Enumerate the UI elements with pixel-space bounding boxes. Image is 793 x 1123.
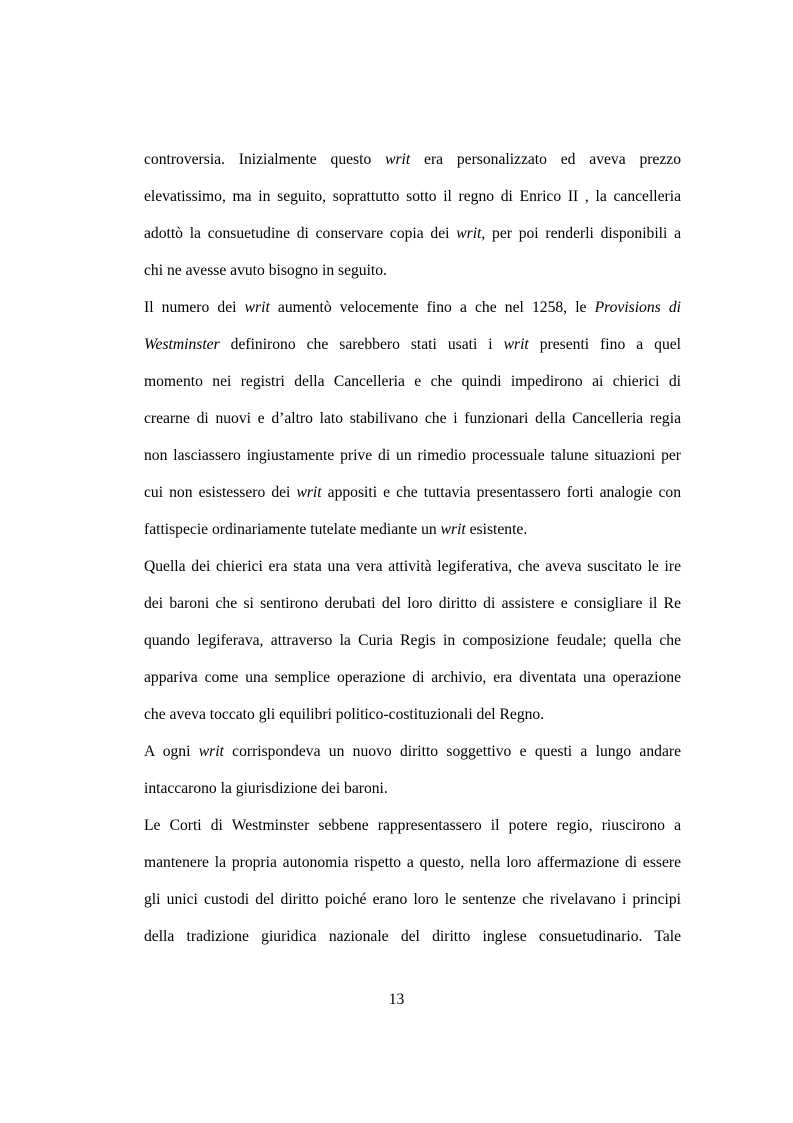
text-run: aumentò velocemente fino a che nel 1258, le bbox=[269, 299, 595, 316]
text-line bbox=[144, 187, 681, 207]
text-run: gli unici custodi del diritto poiché erano loro le sentenze che rivelavano i principi bbox=[144, 891, 681, 908]
text-line bbox=[144, 927, 681, 947]
italic-term: writ bbox=[296, 484, 322, 501]
text-line bbox=[144, 261, 681, 281]
italic-term: Provisions di bbox=[594, 299, 681, 316]
text-line bbox=[144, 224, 681, 244]
text-line bbox=[144, 742, 681, 762]
text-run: Il numero dei bbox=[144, 299, 245, 316]
text-run: della tradizione giuridica nazionale del diritto inglese consuetudinario. Tale bbox=[144, 928, 681, 945]
text-line bbox=[144, 446, 681, 466]
text-run: fattispecie ordinariamente tutelate mediante un bbox=[144, 521, 441, 538]
text-run: appariva come una semplice operazione di archivio, era diventata una operazione bbox=[144, 669, 681, 686]
text-line bbox=[144, 298, 681, 318]
text-run: esistente. bbox=[465, 521, 528, 538]
text-run: chi ne avesse avuto bisogno in seguito. bbox=[144, 262, 387, 279]
text-run: corrispondeva un nuovo diritto soggettivo e questi a lungo andare bbox=[223, 743, 681, 760]
text-run: elevatissimo, ma in seguito, soprattutto sotto il regno di Enrico II , la cancelleria bbox=[144, 188, 681, 205]
italic-term: writ bbox=[440, 521, 466, 538]
text-run: momento nei registri della Cancelleria e che quindi impedirono ai chierici di bbox=[144, 373, 681, 390]
text-run: Le Corti di Westminster sebbene rappresentassero il potere regio, riuscirono a bbox=[144, 817, 681, 834]
text-line bbox=[144, 631, 681, 651]
text-line bbox=[144, 890, 681, 910]
text-run: intaccarono la giurisdizione dei baroni. bbox=[144, 780, 388, 797]
italic-term: writ bbox=[198, 743, 224, 760]
text-line bbox=[144, 705, 681, 725]
text-line bbox=[144, 335, 681, 355]
text-line bbox=[144, 483, 681, 503]
text-run: cui non esistessero dei bbox=[144, 484, 297, 501]
text-run: dei baroni che si sentirono derubati del loro diritto di assistere e consigliare il Re bbox=[144, 595, 681, 612]
page-number: 13 bbox=[388, 991, 405, 1008]
italic-term: writ bbox=[503, 336, 529, 353]
italic-term: writ bbox=[244, 299, 270, 316]
text-run: mantenere la propria autonomia rispetto a questo, nella loro affermazione di essere bbox=[144, 854, 681, 871]
italic-term: Westminster bbox=[144, 336, 220, 353]
text-run: non lasciassero ingiustamente prive di un rimedio processuale talune situazioni per bbox=[144, 447, 681, 464]
text-run: appositi e che tuttavia presentassero forti analogie con bbox=[321, 484, 681, 501]
text-run: definirono che sarebbero stati usati i bbox=[219, 336, 504, 353]
text-line bbox=[144, 557, 681, 577]
text-run: quando legiferava, attraverso la Curia Regis in composizione feudale; quella che bbox=[144, 632, 681, 649]
text-run: per poi renderli disponibili a bbox=[485, 225, 682, 242]
text-run: adottò la consuetudine di conservare copia dei bbox=[144, 225, 457, 242]
italic-term: writ bbox=[385, 151, 411, 168]
text-line bbox=[144, 668, 681, 688]
text-line bbox=[144, 779, 681, 799]
text-line bbox=[144, 594, 681, 614]
text-line bbox=[144, 520, 681, 540]
text-run: era personalizzato ed aveva prezzo bbox=[410, 151, 681, 168]
text-run: presenti fino a quel bbox=[528, 336, 681, 353]
text-line bbox=[144, 150, 681, 170]
text-run: A ogni bbox=[144, 743, 199, 760]
text-run: Quella dei chierici era stata una vera attività legiferativa, che aveva suscitato le ire bbox=[144, 558, 681, 575]
text-run: controversia. Inizialmente questo bbox=[144, 151, 386, 168]
italic-term: writ, bbox=[456, 225, 486, 242]
text-line bbox=[144, 853, 681, 873]
text-line bbox=[144, 409, 681, 429]
text-run: crearne di nuovi e d’altro lato stabilivano che i funzionari della Cancelleria regia bbox=[144, 410, 681, 427]
text-line bbox=[144, 372, 681, 392]
text-run: che aveva toccato gli equilibri politico-costituzionali del Regno. bbox=[144, 706, 545, 723]
text-line bbox=[144, 816, 681, 836]
